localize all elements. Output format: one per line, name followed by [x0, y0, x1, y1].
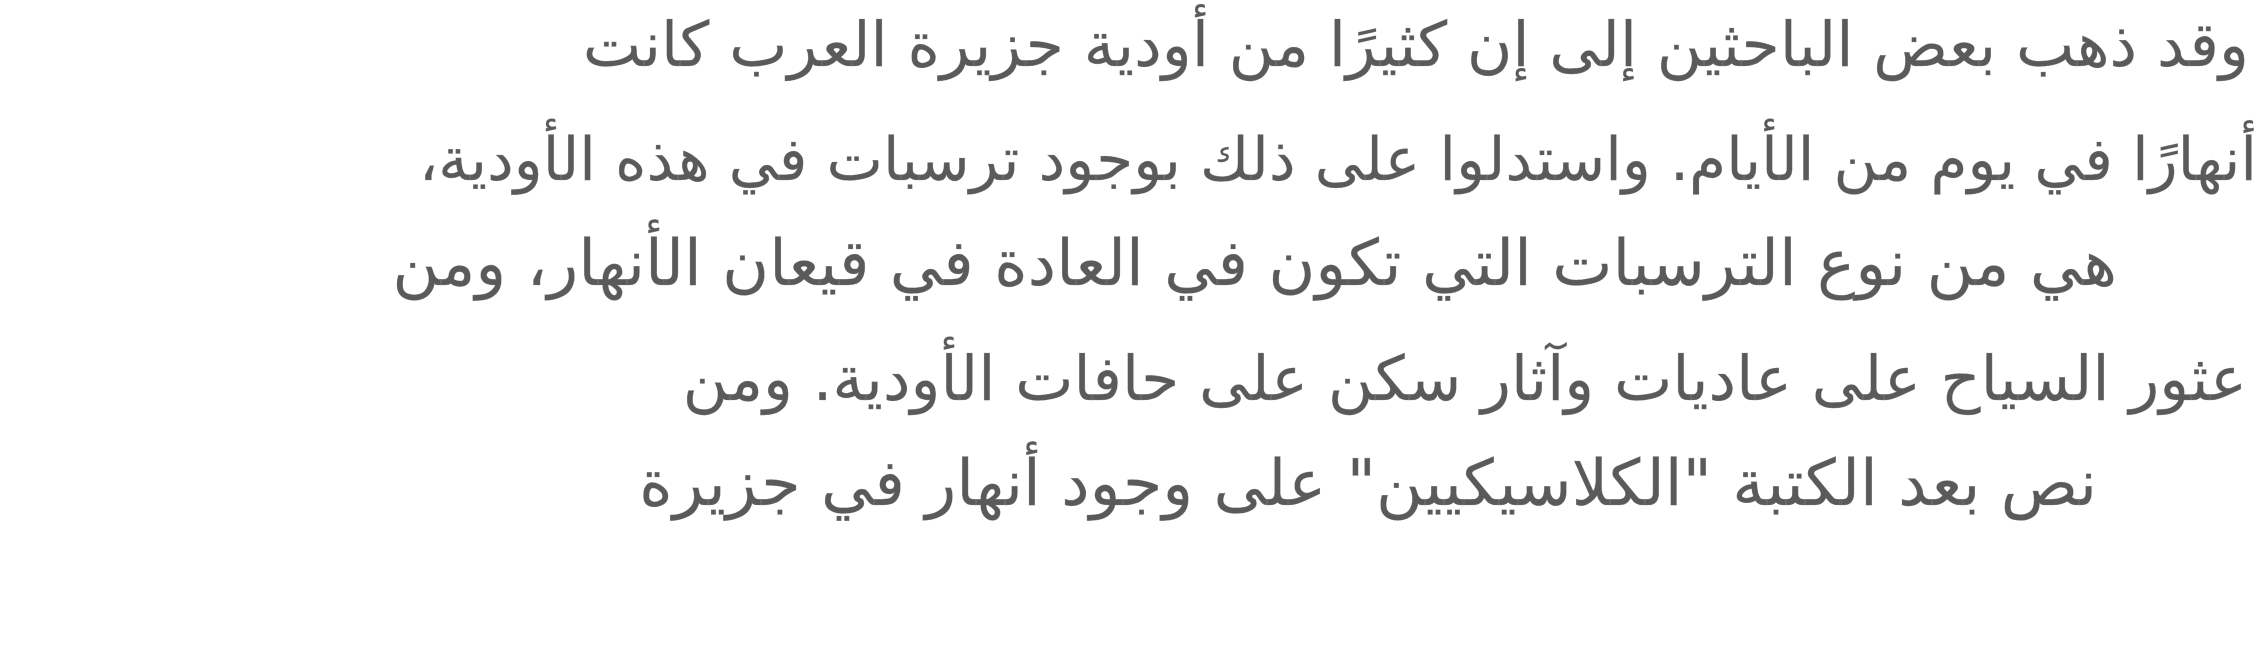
handwritten-line-3: هي من نوع الترسبات التي تكون في العادة في قيعان الأنهار، ومن [392, 227, 2117, 301]
handwritten-line-2: أنهارًا في يوم من الأيام. واستدلوا على ذلك بوجود ترسبات في هذه الأودية، [418, 125, 2257, 195]
handwritten-line-1: وقد ذهب بعض الباحثين إلى إن كثيرًا من أودية جزيرة العرب كانت [582, 8, 2249, 81]
handwritten-line-4: عثور السياح على عاديات وآثار سكن على حافات الأودية. ومن [682, 342, 2247, 415]
handwritten-line-5: نص بعد الكتبة "الكلاسيكيين" على وجود أنهار في جزيرة [639, 447, 2097, 521]
